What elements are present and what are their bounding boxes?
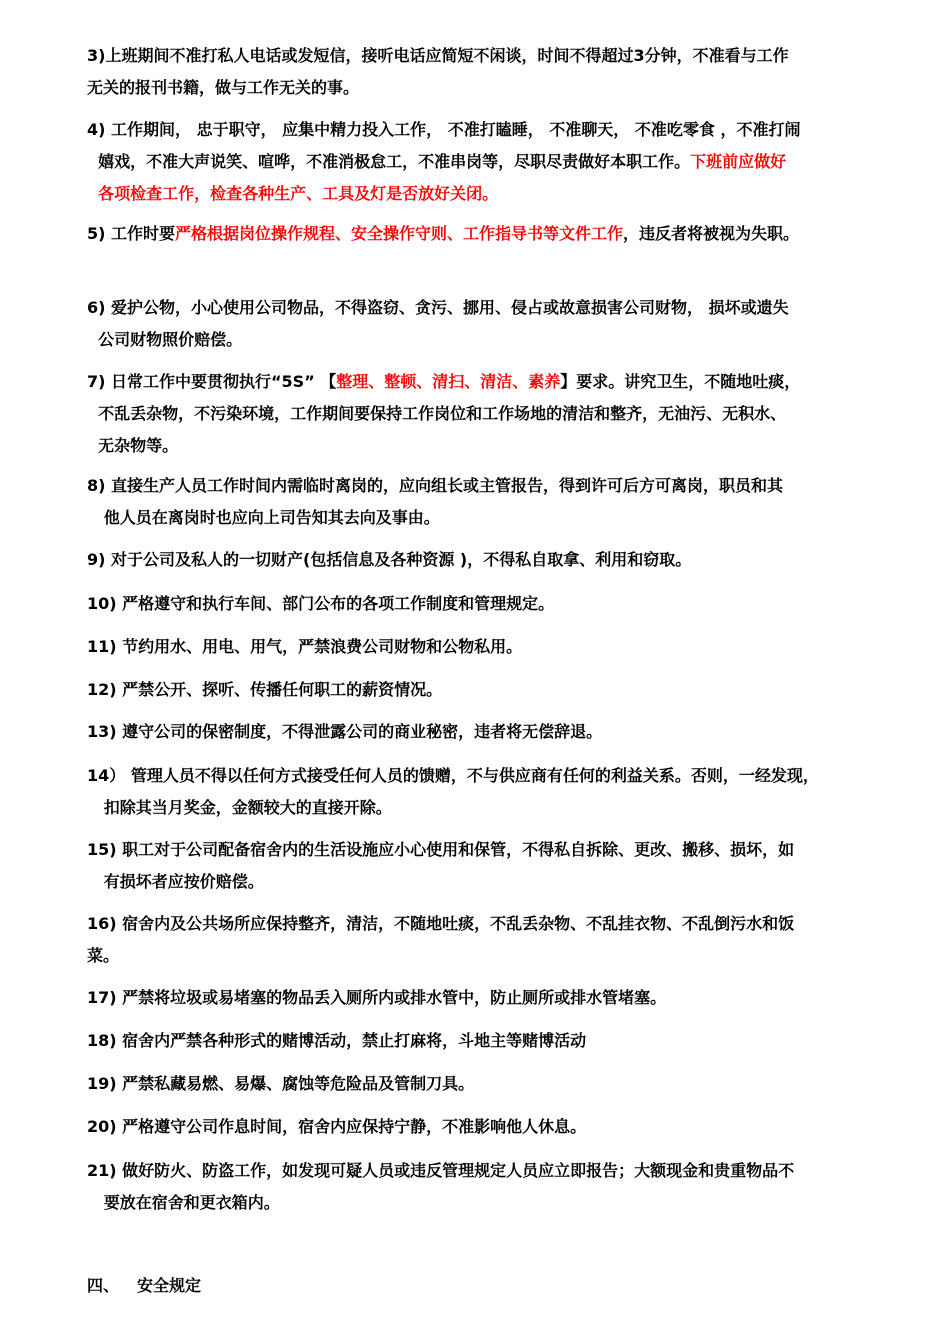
- rule-line: [87, 940, 877, 972]
- rule-line: [87, 716, 877, 748]
- highlight-text: 整理、整顿、清扫、清洁、素养: [336, 372, 561, 391]
- rule-text: 8) 直接生产人员工作时间内需临时离岗的，应向组长或主管报告，得到许可后方可离岗，职员和其: [87, 476, 784, 495]
- rule-text: 14） 管理人员不得以任何方式接受任何人员的馈赠，不与供应商有任何的利益关系。否则，一经发现，: [87, 766, 819, 785]
- rule-item: [87, 674, 877, 706]
- rule-line: [87, 866, 877, 898]
- section-number: 四、: [87, 1276, 120, 1295]
- rule-line: [87, 982, 877, 1014]
- rule-text: 13) 遵守公司的保密制度，不得泄露公司的商业秘密，违者将无偿辞退。: [87, 722, 603, 741]
- rule-line: [87, 1187, 877, 1219]
- section-title: 安全规定: [137, 1276, 202, 1295]
- rule-line: [87, 40, 877, 72]
- rule-text: 17) 严禁将垃圾或易堵塞的物品丢入厕所内或排水管中，防止厕所或排水管堵塞。: [87, 988, 667, 1007]
- rule-text: 20) 严格遵守公司作息时间，宿舍内应保持宁静，不准影响他人休息。: [87, 1117, 587, 1136]
- rule-item: [87, 631, 877, 663]
- rule-line: [87, 631, 877, 663]
- rule-line: [87, 1155, 877, 1187]
- rule-line: [87, 398, 877, 430]
- rule-text: 他人员在离岗时也应向上司告知其去向及事由。: [87, 508, 440, 527]
- rule-line: [87, 674, 877, 706]
- rule-text: 扣除其当月奖金，金额较大的直接开除。: [87, 798, 392, 817]
- rule-text: 5) 工作时要: [87, 224, 176, 243]
- rule-line: [87, 178, 877, 210]
- rule-item: [87, 292, 877, 356]
- rule-text: 11) 节约用水、用电、用气，严禁浪费公司财物和公物私用。: [87, 637, 523, 656]
- rule-item: [87, 218, 877, 250]
- rule-line: [87, 834, 877, 866]
- rule-line: [87, 218, 877, 250]
- rule-text: 15) 职工对于公司配备宿舍内的生活设施应小心使用和保管，不得私自拆除、更改、搬移、损坏，如: [87, 840, 795, 859]
- rule-text: 要放在宿舍和更衣箱内。: [87, 1193, 280, 1212]
- rule-line: [87, 908, 877, 940]
- rule-item: [87, 470, 877, 534]
- rule-line: [87, 114, 877, 146]
- rule-line: [87, 470, 877, 502]
- rule-line: [87, 72, 877, 104]
- highlight-text: 下班前应做好: [690, 152, 787, 171]
- rule-line: [87, 588, 877, 620]
- rule-line: [87, 1111, 877, 1143]
- rule-item: [87, 716, 877, 748]
- rule-line: [87, 1025, 877, 1057]
- rule-text: 不乱丢杂物，不污染环境，工作期间要保持工作岗位和工作场地的清洁和整齐，无油污、无积水、: [87, 404, 787, 423]
- rule-line: [87, 324, 877, 356]
- rule-line: [87, 146, 877, 178]
- rule-item: [87, 760, 877, 824]
- rule-item: [87, 114, 877, 210]
- rule-line: [87, 430, 877, 462]
- rule-text: ，违反者将被视为失职。: [623, 224, 800, 243]
- rule-text: 3)上班期间不准打私人电话或发短信，接听电话应简短不闲谈，时间不得超过3分钟，不准看与工作: [87, 46, 789, 65]
- rule-item: [87, 1025, 877, 1057]
- rule-item: [87, 834, 877, 898]
- rule-line: [87, 1068, 877, 1100]
- rule-text: 有损坏者应按价赔偿。: [87, 872, 264, 891]
- rule-text: 12) 严禁公开、探听、传播任何职工的薪资情况。: [87, 680, 443, 699]
- rule-line: [87, 544, 877, 576]
- highlight-text: 各项检查工作，检查各种生产、工具及灯是否放好关闭。: [87, 184, 499, 203]
- rule-line: [87, 760, 877, 792]
- rule-item: [87, 40, 877, 104]
- rule-text: 16) 宿舍内及公共场所应保持整齐，清洁，不随地吐痰，不乱丢杂物、不乱挂衣物、不乱倒污水和饭: [87, 914, 795, 933]
- rule-text: 菜。: [87, 946, 120, 965]
- highlight-text: 严格根据岗位操作规程、安全操作守则、工作指导书等文件工作: [175, 224, 624, 243]
- rule-item: [87, 1155, 877, 1219]
- section-heading: [87, 1270, 201, 1302]
- rule-text: 19) 严禁私藏易燃、易爆、腐蚀等危险品及管制刀具。: [87, 1074, 475, 1093]
- rule-text: 】要求。讲究卫生，不随地吐痰，: [560, 372, 801, 391]
- rule-line: [87, 366, 877, 398]
- rule-text: 无关的报刊书籍，做与工作无关的事。: [87, 78, 360, 97]
- rule-item: [87, 544, 877, 576]
- rule-line: [87, 502, 877, 534]
- rule-item: [87, 908, 877, 972]
- rule-item: [87, 1068, 877, 1100]
- rule-item: [87, 982, 877, 1014]
- rule-text: 10) 严格遵守和执行车间、部门公布的各项工作制度和管理规定。: [87, 594, 555, 613]
- rule-text: 无杂物等。: [87, 436, 179, 455]
- rule-text: 4) 工作期间， 忠于职守， 应集中精力投入工作， 不准打瞌睡， 不准聊天， 不准吃零食 ，不准打闹: [87, 120, 801, 139]
- rule-text: 公司财物照价赔偿。: [87, 330, 243, 349]
- rule-text: 嬉戏，不准大声说笑、喧哗，不准消极怠工，不准串岗等，尽职尽责做好本职工作。: [87, 152, 691, 171]
- rule-text: 21) 做好防火、防盗工作，如发现可疑人员或违反管理规定人员应立即报告；大额现金和贵重物品不: [87, 1161, 795, 1180]
- rule-line: [87, 792, 877, 824]
- rule-text: 9) 对于公司及私人的一切财产(包括信息及各种资源 )，不得私自取拿、利用和窃取。: [87, 550, 692, 569]
- rule-text: 18) 宿舍内严禁各种形式的赌博活动，禁止打麻将，斗地主等赌博活动: [87, 1031, 587, 1050]
- rule-line: [87, 292, 877, 324]
- rule-item: [87, 1111, 877, 1143]
- rule-item: [87, 588, 877, 620]
- rule-text: 7) 日常工作中要贯彻执行“5S” 【: [87, 372, 337, 391]
- rule-item: [87, 366, 877, 462]
- rule-text: 6) 爱护公物，小心使用公司物品，不得盗窃、贪污、挪用、侵占或故意损害公司财物， 损坏或遗失: [87, 298, 789, 317]
